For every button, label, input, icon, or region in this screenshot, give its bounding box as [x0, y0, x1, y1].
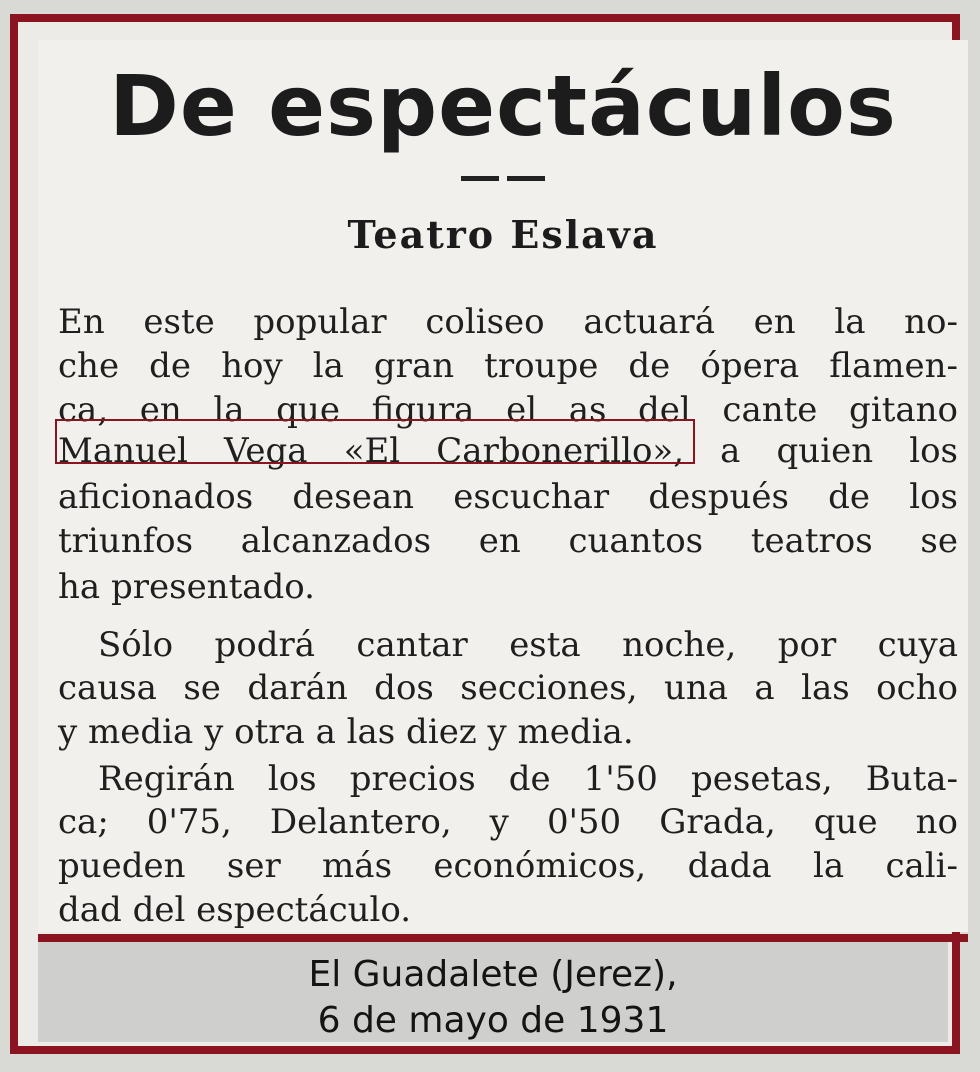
name-highlight-box: [55, 419, 695, 464]
article-body: [38, 40, 968, 932]
article-line: Manuel Vega «El Carbonerillo», a quien los: [58, 431, 958, 471]
article-line: pueden ser más económicos, dada la cali-: [58, 846, 958, 886]
article-line: triunfos alcanzados en cuantos teatros se: [58, 521, 958, 561]
headline: De espectáculos: [109, 57, 897, 155]
article-line: ha presentado.: [58, 567, 315, 607]
caption-date: 6 de mayo de 1931: [317, 1000, 669, 1041]
article-line: Regirán los precios de 1'50 pesetas, Buta-: [98, 759, 958, 799]
article-line: Sólo podrá cantar esta noche, por cuya: [98, 625, 958, 665]
caption-source: El Guadalete (Jerez),: [308, 954, 678, 995]
outer-frame: [10, 14, 960, 1054]
article-line: En este popular coliseo actuará en la no-: [58, 302, 958, 342]
article-line: causa se darán dos secciones, una a las ocho: [58, 668, 958, 708]
article-line: dad del espectáculo.: [58, 890, 412, 930]
caption-divider: [38, 934, 968, 942]
article-line: che de hoy la gran troupe de ópera flamen-: [58, 346, 958, 386]
article-line: aficionados desean escuchar después de los: [58, 477, 958, 517]
article-line: y media y otra a las diez y media.: [58, 712, 634, 752]
newspaper-clipping: [38, 40, 968, 932]
subhead: Teatro Eslava: [347, 212, 659, 257]
article-line: ca, en la que figura el as del cante gitano: [58, 390, 958, 430]
source-caption: [38, 942, 948, 1042]
article-line: ca; 0'75, Delantero, y 0'50 Grada, que no: [58, 802, 958, 842]
